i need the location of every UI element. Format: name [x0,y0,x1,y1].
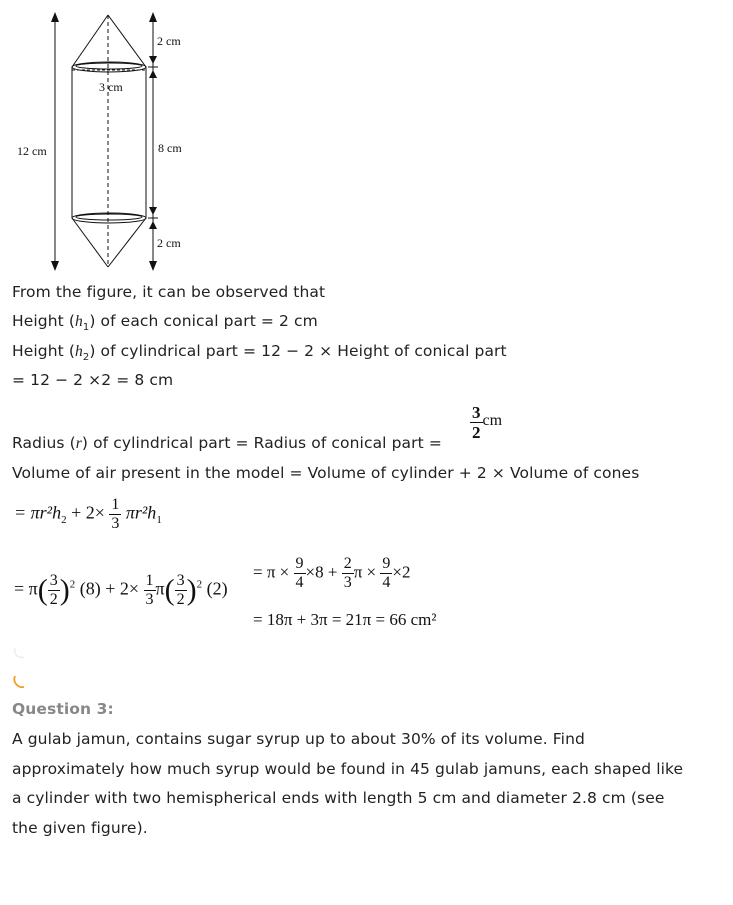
text-line: Radius (r) of cylindrical part = Radius of conical part = [12,434,442,452]
text-line: From the figure, it can be observed that [12,283,326,301]
label-total-height: 12 cm [17,144,47,158]
faint-loader-icon [12,645,28,661]
question-text-line: the given figure). [12,819,148,837]
radius-fraction: $\frac{3}{2}$ cm [472,403,503,442]
question-text-line: A gulab jamun, contains sugar syrup up to about 30% of its volume. Find [12,730,585,748]
equation-3: = π × $\frac{9}{4}$ ×8 + $\frac{2}{3}$ π × $\frac{9}{4}$ ×2 [253,555,411,591]
equation-4: = 18π + 3π = 21π = 66 cm² [253,610,437,629]
text-line: Height $(h_1)$ of each conical part = 2 cm [12,312,318,334]
text-line: Volume of air present in the model = Volume of cylinder + 2 × Volume of cones [12,464,640,482]
loading-spinner-icon [12,674,28,692]
label-bottom-cone: 2 cm [157,236,181,250]
equation-1: = $\pi r^2h_2 + 2\times$ $\frac{1}{3}$ $\pi r^2h_1$ [14,496,162,532]
text-line: = 12 − 2 ×2 = 8 cm [12,371,174,389]
question-text-line: approximately how much syrup would be found in 45 gulab jamuns, each shaped like [12,760,684,778]
label-diameter: 3 cm [99,80,123,94]
label-cylinder-height: 8 cm [158,141,182,155]
cylinder-cone-figure [0,0,230,275]
equation-2: = π( $\frac{3}{2}$ )$^2$ (8) + 2× $\frac{1}{3}$ π( $\frac{3}{2}$ )$^2$ (2) [14,572,228,608]
question-heading: Question 3: [12,700,114,718]
text-line: Height $(h_2)$ of cylindrical part = 12 − 2 × Height of conical part [12,342,507,364]
label-top-cone: 2 cm [157,34,181,48]
question-text-line: a cylinder with two hemispherical ends with length 5 cm and diameter 2.8 cm (see [12,789,665,807]
